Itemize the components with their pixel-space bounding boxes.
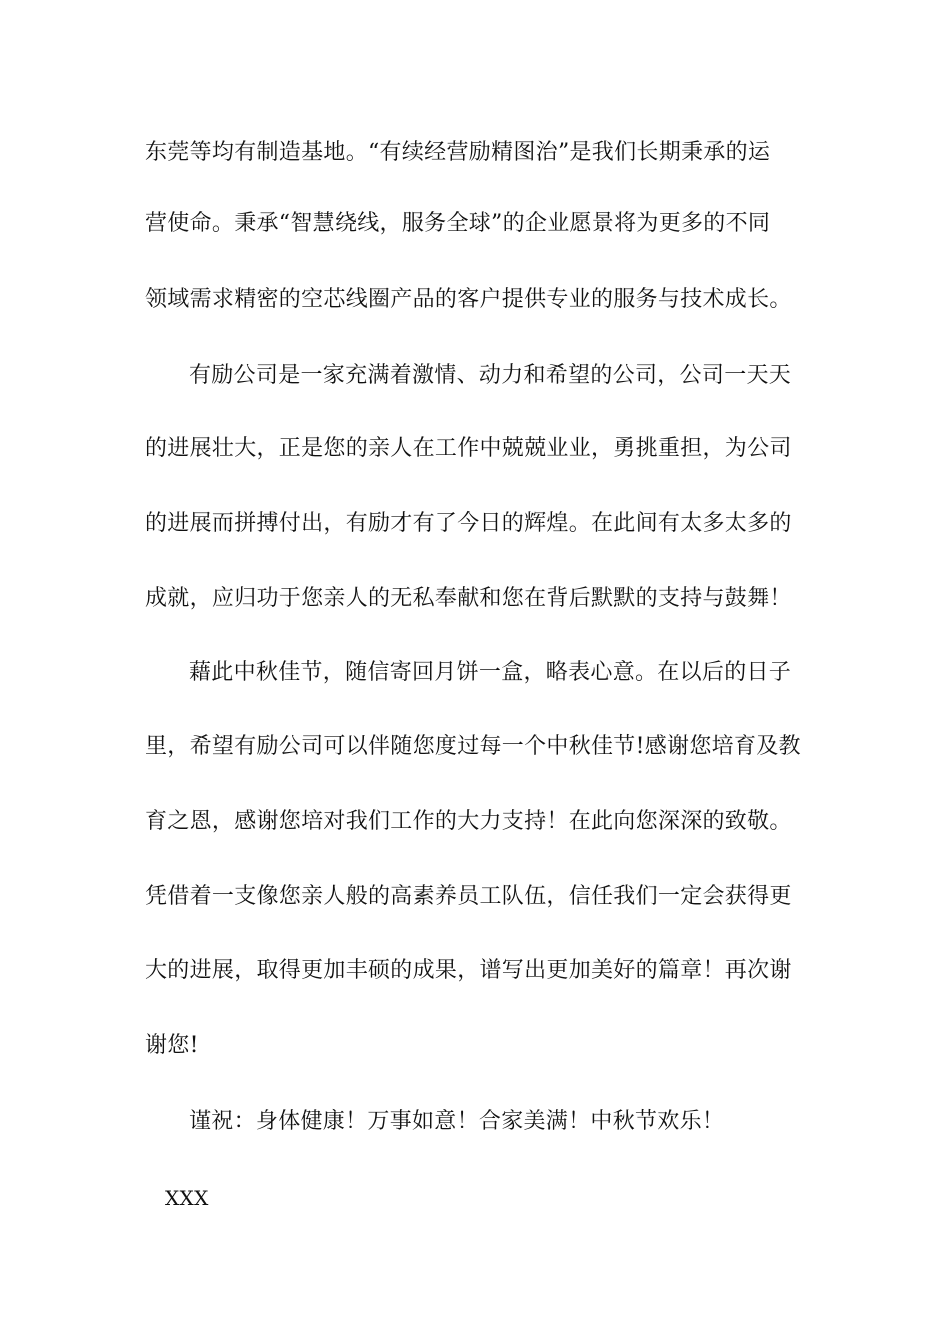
paragraph-line: 东莞等均有制造基地。“有续经营励精图治”是我们长期秉承的运 xyxy=(145,140,771,165)
paragraph-line: 有励公司是一家充满着激情、动力和希望的公司，公司一天天 xyxy=(189,363,792,388)
closing-line: 谨祝：身体健康！万事如意！合家美满！中秋节欢乐！ xyxy=(189,1109,725,1134)
paragraph-line: 育之恩，感谢您培对我们工作的大力支持！在此向您深深的致敬。 xyxy=(145,809,792,834)
paragraph-line: 凭借着一支像您亲人般的高素养员工队伍，信任我们一定会获得更 xyxy=(145,884,792,909)
paragraph-line: 营使命。秉承“智慧绕线，服务全球”的企业愿景将为更多的不同 xyxy=(145,211,771,236)
paragraph-line: 藉此中秋佳节，随信寄回月饼一盒，略表心意。在以后的日子 xyxy=(189,660,792,685)
paragraph-line: 领域需求精密的空芯线圈产品的客户提供专业的服务与技术成长。 xyxy=(145,287,792,312)
signature: XXX xyxy=(165,1186,209,1210)
paragraph-line: 的进展壮大，正是您的亲人在工作中兢兢业业，勇挑重担，为公司 xyxy=(145,436,792,461)
paragraph-line: 大的进展，取得更加丰硕的成果，谱写出更加美好的篇章！再次谢 xyxy=(145,958,792,983)
paragraph-line: 成就，应归功于您亲人的无私奉献和您在背后默默的支持与鼓舞！ xyxy=(145,586,792,611)
paragraph-line: 谢您! xyxy=(145,1033,199,1058)
paragraph-line: 里，希望有励公司可以伴随您度过每一个中秋佳节!感谢您培育及教 xyxy=(145,734,801,759)
paragraph-line: 的进展而拼搏付出，有励才有了今日的辉煌。在此间有太多太多的 xyxy=(145,511,792,536)
